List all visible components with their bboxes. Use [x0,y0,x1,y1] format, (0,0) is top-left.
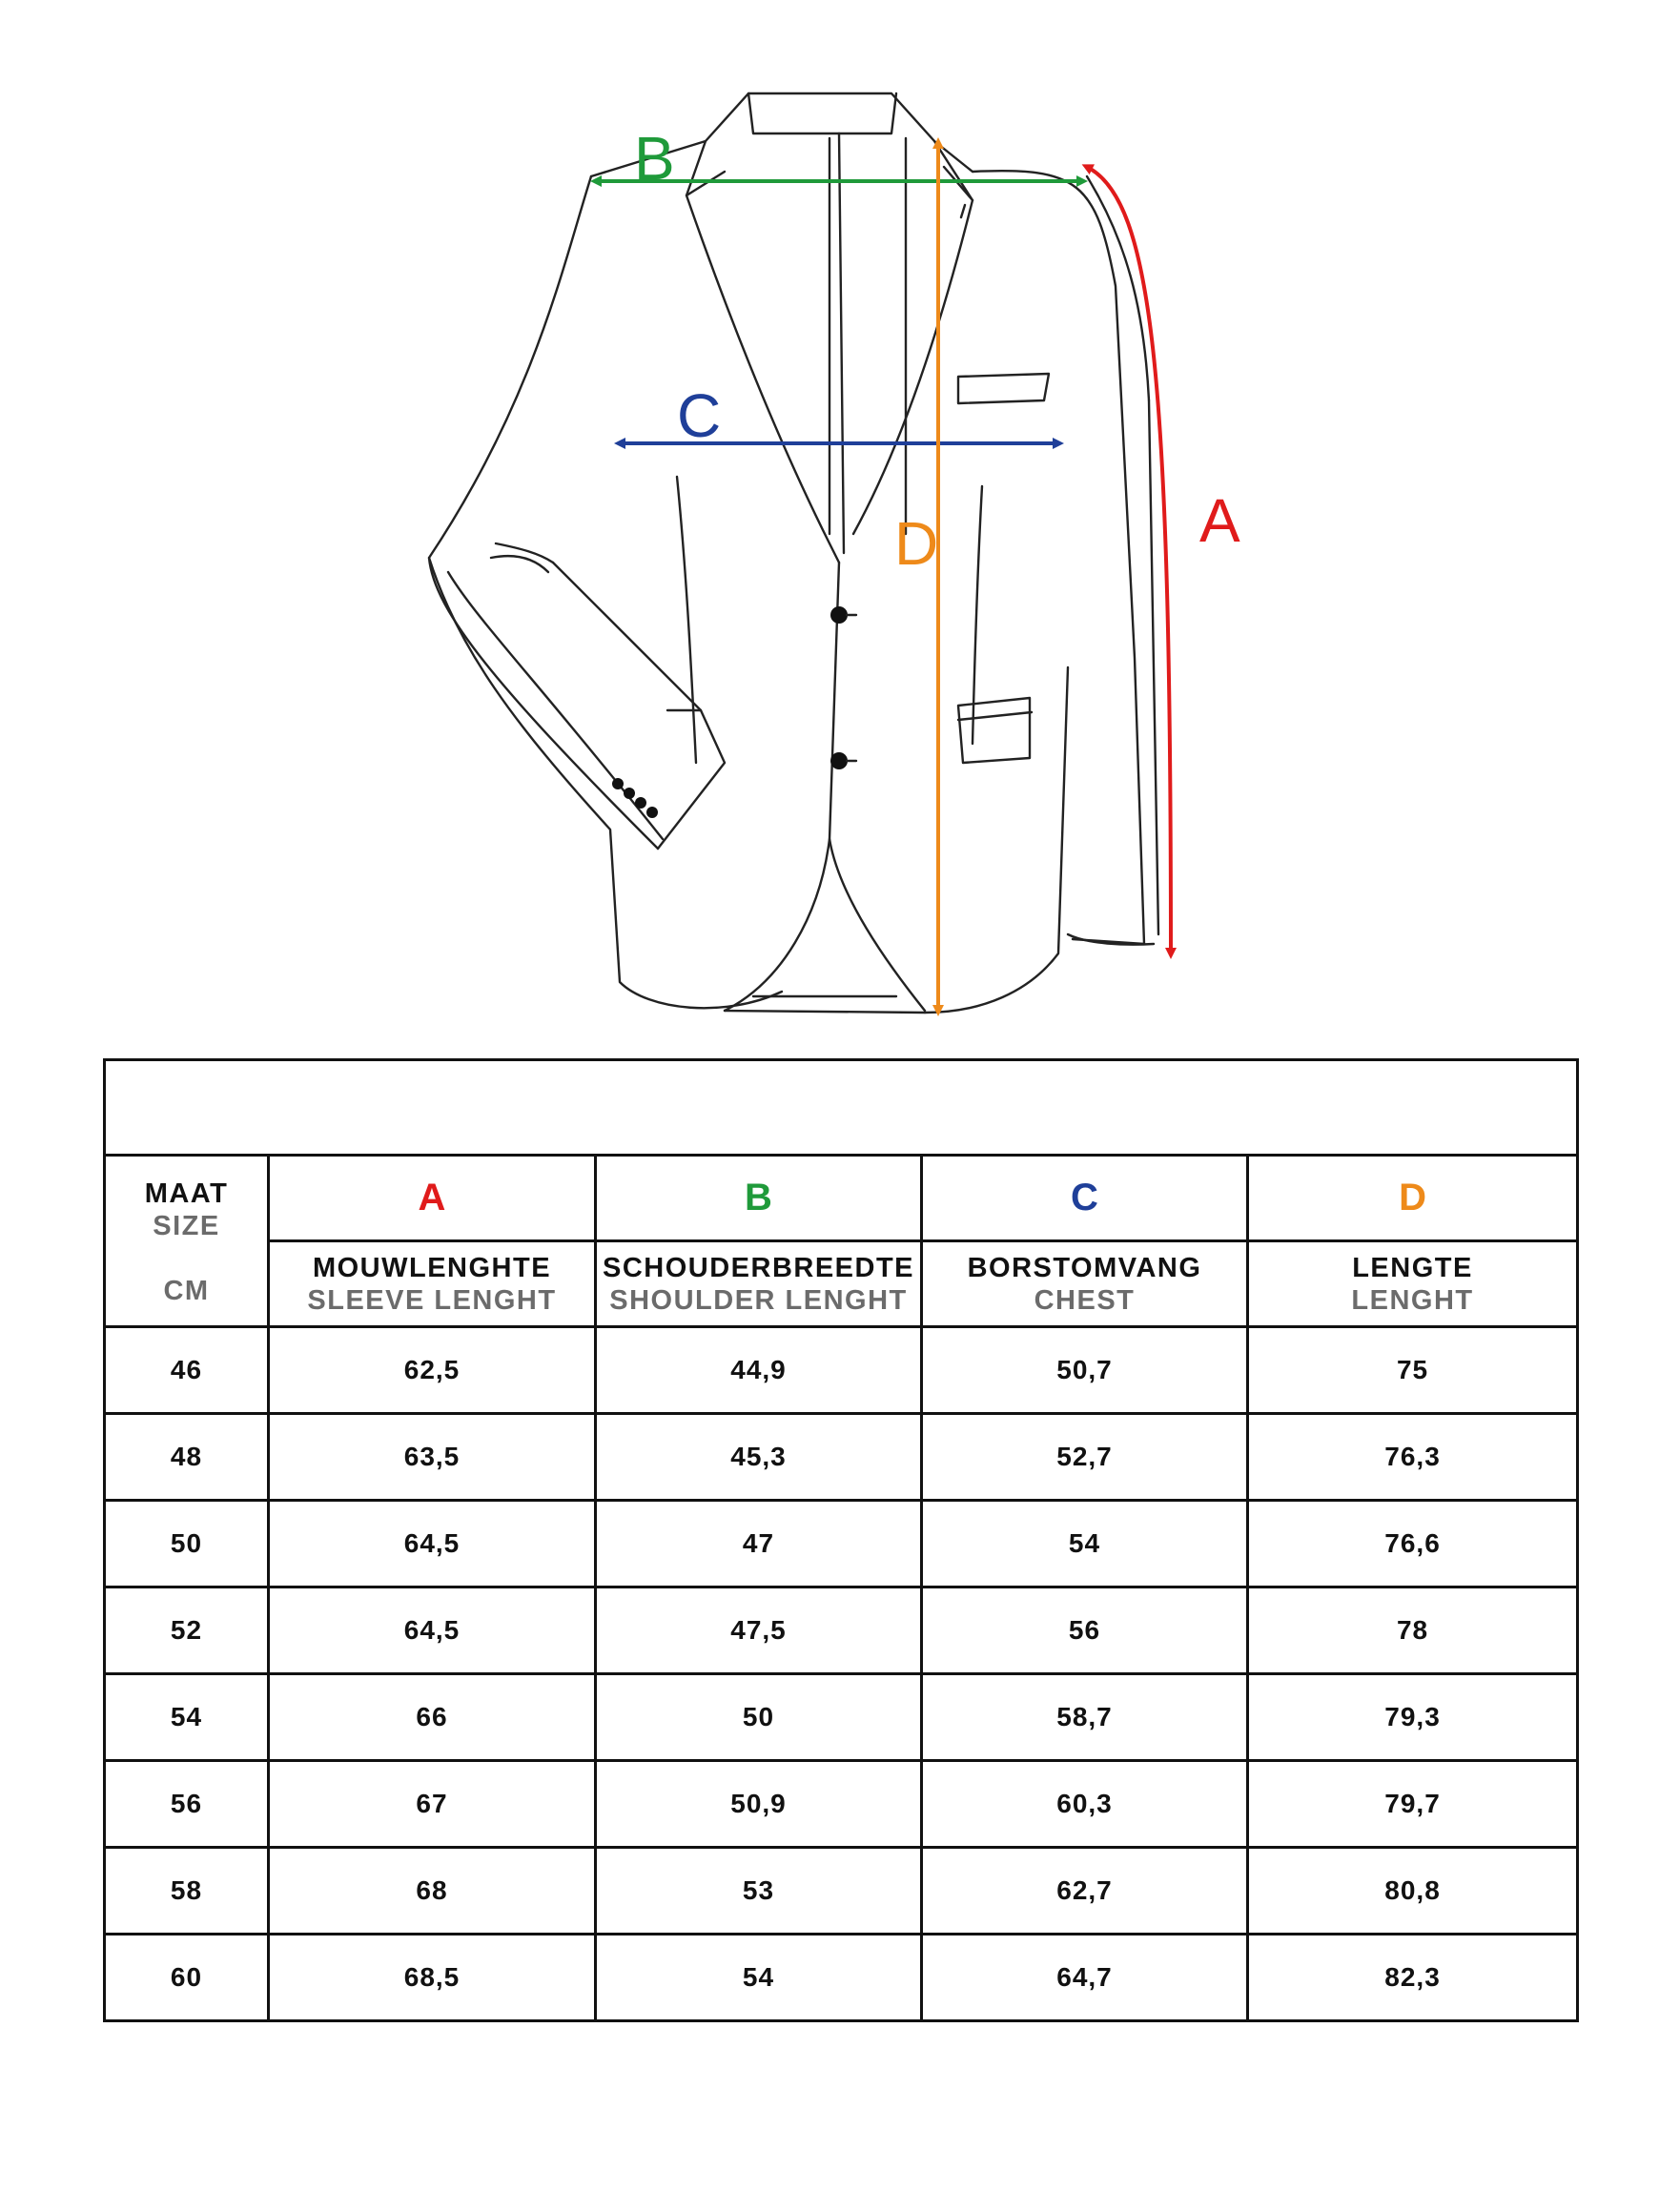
table-row [105,1587,1578,1674]
column-c-name: BORSTOMVANG CHEST [922,1241,1248,1327]
cell-d: 76,3 [1248,1414,1578,1501]
cell-d: 75 [1248,1327,1578,1414]
column-a-letter: A [269,1156,596,1241]
jacket-measurement-diagram [0,0,1659,1039]
label-d: D [894,509,939,578]
cell-a: 68,5 [269,1935,596,2021]
table-title-cell [105,1060,1578,1156]
cell-a: 62,5 [269,1327,596,1414]
cell-b: 47 [596,1501,922,1587]
table-title-row [105,1060,1578,1156]
table-row [105,1935,1578,2021]
cell-size: 52 [105,1587,269,1674]
cell-b: 54 [596,1935,922,2021]
cell-d: 79,7 [1248,1761,1578,1848]
label-c: C [677,381,722,450]
cell-d: 82,3 [1248,1935,1578,2021]
cell-a: 68 [269,1848,596,1935]
jacket-outline [429,93,1158,1013]
cell-b: 50 [596,1674,922,1761]
cell-c: 52,7 [922,1414,1248,1501]
cell-b: 50,9 [596,1761,922,1848]
table-row [105,1848,1578,1935]
cell-d: 79,3 [1248,1674,1578,1761]
cell-c: 58,7 [922,1674,1248,1761]
measurement-d [894,143,938,1011]
cell-size: 58 [105,1848,269,1935]
header-letter-row [105,1156,1578,1241]
column-b-name: SCHOUDERBREEDTE SHOULDER LENGHT [596,1241,922,1327]
cell-d: 80,8 [1248,1848,1578,1935]
cell-b: 45,3 [596,1414,922,1501]
cell-a: 67 [269,1761,596,1848]
cell-size: 50 [105,1501,269,1587]
cell-b: 44,9 [596,1327,922,1414]
cell-size: 60 [105,1935,269,2021]
size-header-maat: MAAT [144,1178,229,1209]
column-d-letter: D [1248,1156,1578,1241]
size-header-cell [105,1156,269,1327]
cell-b: 53 [596,1848,922,1935]
cell-size: 48 [105,1414,269,1501]
table-row [105,1674,1578,1761]
cell-c: 64,7 [922,1935,1248,2021]
cell-c: 62,7 [922,1848,1248,1935]
table-row [105,1327,1578,1414]
label-a: A [1199,486,1240,555]
column-c-letter: C [922,1156,1248,1241]
table-row [105,1761,1578,1848]
header-name-row [105,1241,1578,1327]
column-d-name: LENGTE LENGHT [1248,1241,1578,1327]
label-b: B [634,124,675,193]
measurement-a [1087,167,1240,953]
size-header-unit: CM [163,1276,210,1306]
cell-size: 54 [105,1674,269,1761]
cell-d: 76,6 [1248,1501,1578,1587]
column-b-letter: B [596,1156,922,1241]
cell-a: 66 [269,1674,596,1761]
cell-size: 56 [105,1761,269,1848]
cell-size: 46 [105,1327,269,1414]
cell-c: 50,7 [922,1327,1248,1414]
cell-a: 64,5 [269,1501,596,1587]
cell-b: 47,5 [596,1587,922,1674]
size-header-size: SIZE [153,1211,220,1241]
column-a-name: MOUWLENGHTE SLEEVE LENGHT [269,1241,596,1327]
cell-a: 64,5 [269,1587,596,1674]
table-row [105,1501,1578,1587]
cell-c: 54 [922,1501,1248,1587]
size-table [103,1058,1579,2022]
cell-a: 63,5 [269,1414,596,1501]
table-row [105,1414,1578,1501]
cell-c: 56 [922,1587,1248,1674]
cell-d: 78 [1248,1587,1578,1674]
measurement-c [620,381,1058,450]
cell-c: 60,3 [922,1761,1248,1848]
